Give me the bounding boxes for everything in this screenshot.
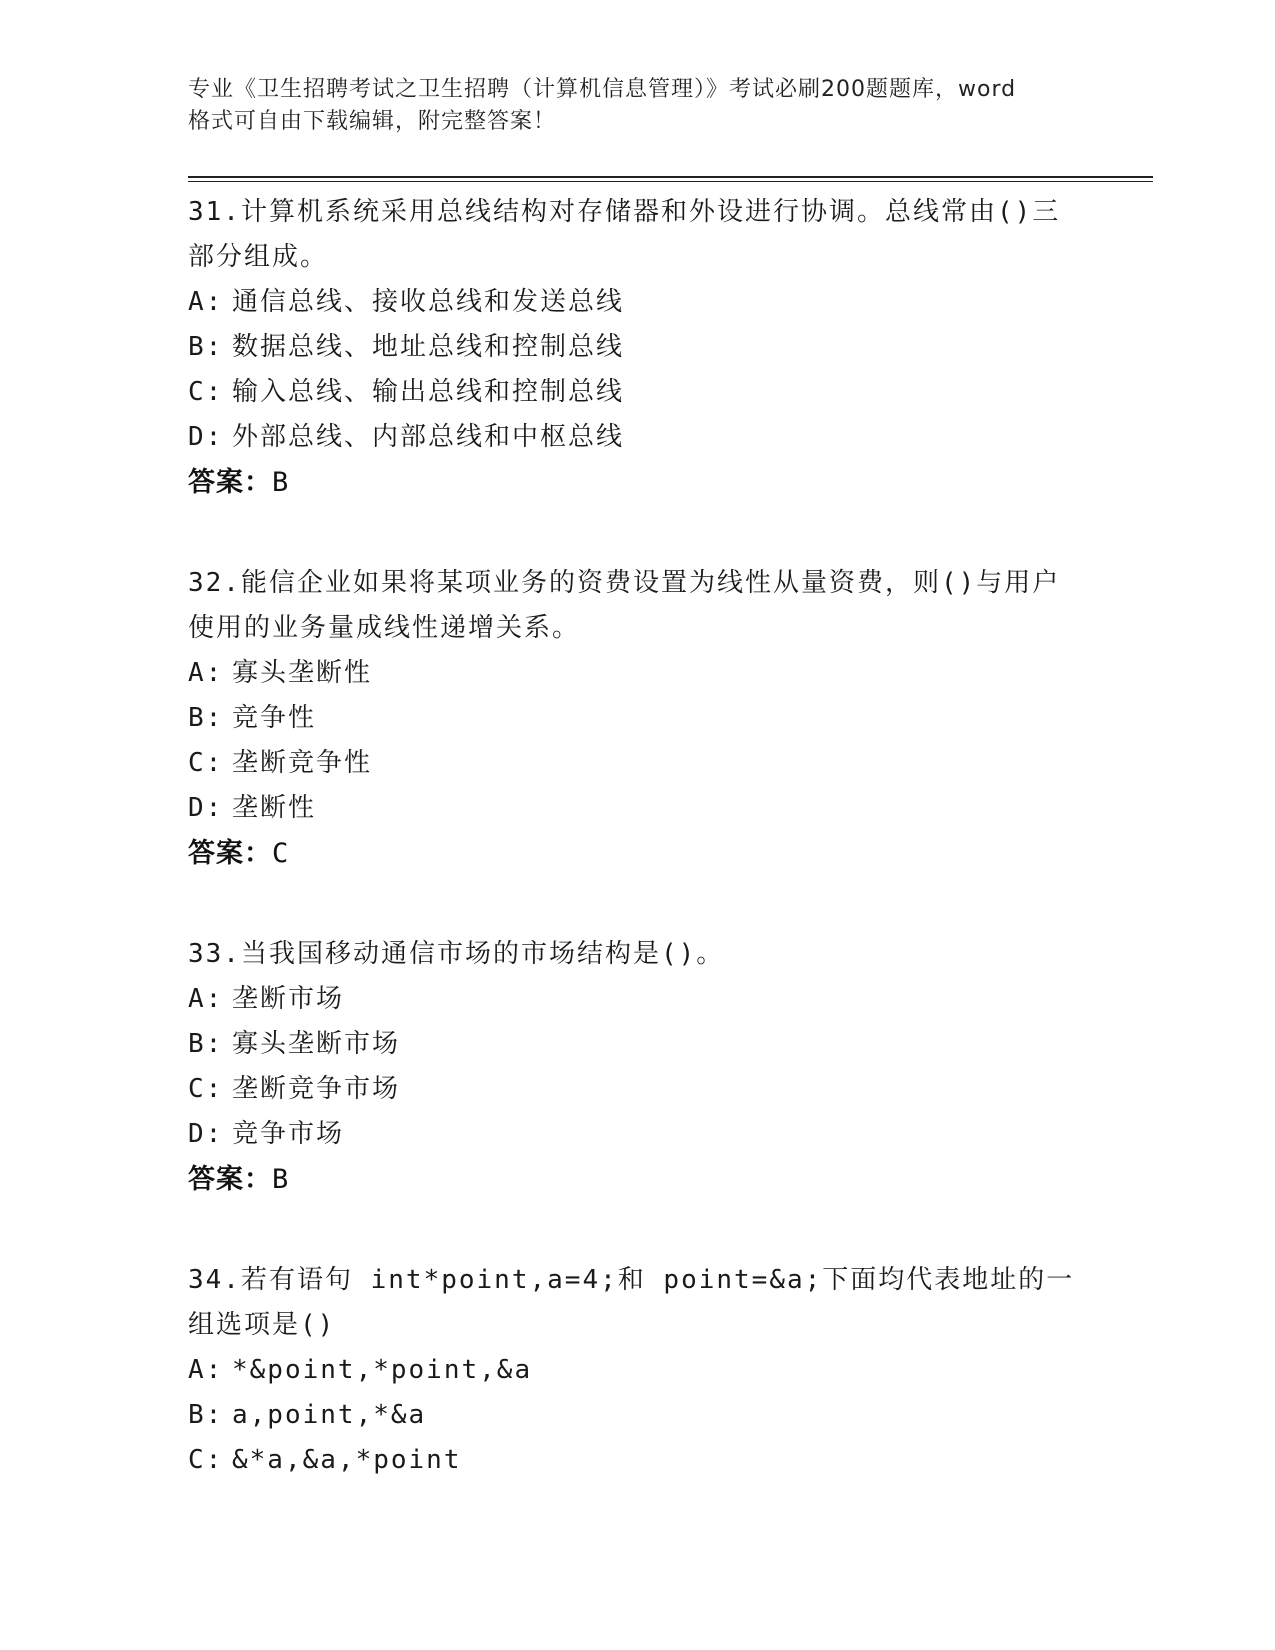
answer-label: 答案： <box>188 838 272 869</box>
option-b <box>188 696 1088 741</box>
question-text: 33.当我国移动通信市场的市场结构是()。 <box>188 939 725 969</box>
question-31 <box>188 190 1088 505</box>
option-text: 外部总线、内部总线和中枢总线 <box>232 422 625 452</box>
header-divider-thick <box>188 176 1153 178</box>
option-b <box>188 1022 1088 1067</box>
answer-value: B <box>272 1164 290 1195</box>
option-key: B: <box>188 703 224 733</box>
option-text: 数据总线、地址总线和控制总线 <box>232 332 625 362</box>
option-key: D: <box>188 422 224 452</box>
option-d <box>188 1112 1088 1157</box>
option-c <box>188 1067 1088 1112</box>
option-key: C: <box>188 748 224 778</box>
answer-value: B <box>272 467 290 498</box>
option-text: 竞争性 <box>232 703 317 733</box>
option-a <box>188 977 1088 1022</box>
option-a <box>188 1348 1088 1393</box>
answer-value: C <box>272 838 290 869</box>
option-key: B: <box>188 332 224 362</box>
option-c <box>188 370 1088 415</box>
question-list <box>188 190 1088 1539</box>
header-line-1: 专业《卫生招聘考试之卫生招聘（计算机信息管理）》考试必刷200题题库，word <box>188 77 1017 102</box>
option-key: D: <box>188 1119 224 1149</box>
option-a <box>188 280 1088 325</box>
option-key: A: <box>188 1355 224 1385</box>
option-d <box>188 415 1088 460</box>
question-32 <box>188 561 1088 876</box>
option-c <box>188 1438 1088 1483</box>
question-text: 31.计算机系统采用总线结构对存储器和外设进行协调。总线常由()三部分组成。 <box>188 197 1061 272</box>
option-text: 通信总线、接收总线和发送总线 <box>232 287 625 317</box>
question-text: 34.若有语句 int*point,a=4;和 point=&a;下面均代表地址的一组选项是() <box>188 1265 1075 1340</box>
answer-label: 答案： <box>188 467 272 498</box>
question-34 <box>188 1258 1088 1483</box>
option-key: A: <box>188 287 224 317</box>
option-text: 寡头垄断性 <box>232 658 373 688</box>
option-text: 垄断竞争市场 <box>232 1074 401 1104</box>
option-key: C: <box>188 1074 224 1104</box>
answer-label: 答案： <box>188 1164 272 1195</box>
option-text: 垄断市场 <box>232 984 345 1014</box>
option-b <box>188 1393 1088 1438</box>
option-key: C: <box>188 377 224 407</box>
option-text: 竞争市场 <box>232 1119 345 1149</box>
option-key: C: <box>188 1445 224 1475</box>
option-text: 垄断性 <box>232 793 317 823</box>
option-text: 输入总线、输出总线和控制总线 <box>232 377 625 407</box>
option-text: 寡头垄断市场 <box>232 1029 401 1059</box>
option-text: a,point,*&a <box>232 1400 427 1430</box>
option-c <box>188 741 1088 786</box>
header-divider-thin <box>188 181 1153 182</box>
option-key: D: <box>188 793 224 823</box>
option-d <box>188 786 1088 831</box>
option-text: &*a,&a,*point <box>232 1445 462 1475</box>
question-33 <box>188 932 1088 1202</box>
option-text: 垄断竞争性 <box>232 748 373 778</box>
option-key: B: <box>188 1029 224 1059</box>
document-header <box>188 74 1088 138</box>
question-text: 32.能信企业如果将某项业务的资费设置为线性从量资费，则()与用户使用的业务量成线性递增关系。 <box>188 568 1061 643</box>
option-key: A: <box>188 984 224 1014</box>
option-a <box>188 651 1088 696</box>
option-text: *&point,*point,&a <box>232 1355 533 1385</box>
answer <box>188 1157 1088 1202</box>
option-key: B: <box>188 1400 224 1430</box>
answer <box>188 460 1088 505</box>
option-key: A: <box>188 658 224 688</box>
header-line-2: 格式可自由下载编辑，附完整答案！ <box>188 109 557 134</box>
option-b <box>188 325 1088 370</box>
answer <box>188 831 1088 876</box>
